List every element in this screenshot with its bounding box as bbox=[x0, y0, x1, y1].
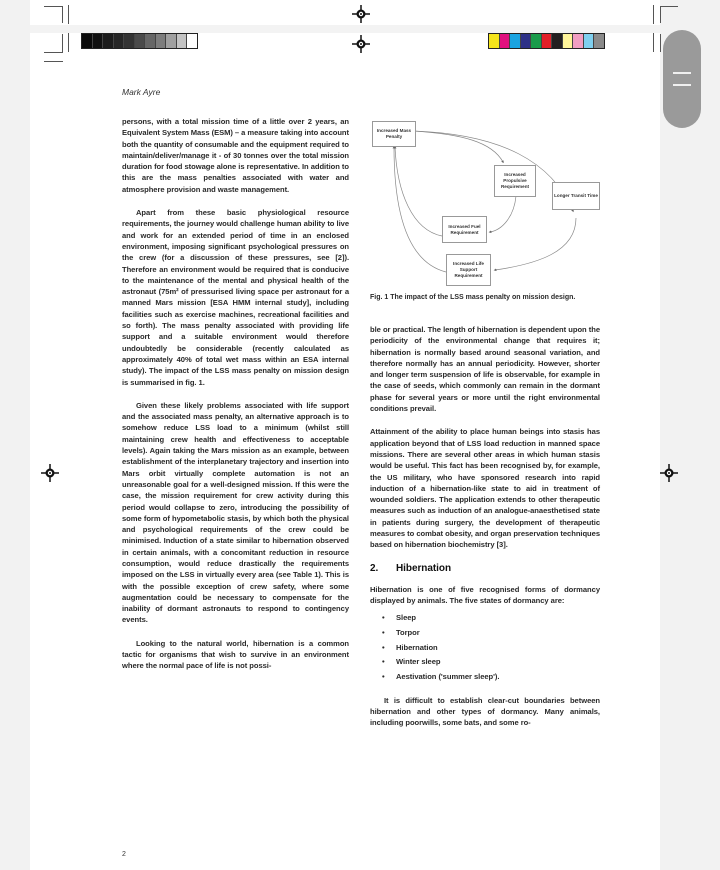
list-item: • Torpor bbox=[382, 627, 600, 638]
color-swatch bbox=[521, 34, 532, 48]
arrow-fuel-to-mass bbox=[395, 147, 442, 236]
color-swatch bbox=[187, 34, 197, 48]
color-swatch bbox=[114, 34, 125, 48]
crop-mark bbox=[68, 5, 69, 24]
paragraph: ble or practical. The length of hibernation is dependent upon the periodicity of the environmental change that requires it; hibernation is normally based around seasonal variation, and therefore normally has an annual periodicity. However, shorter and longer term suspension of life is observable, for example in the case of seeds, which commonly can remain in the dormant phase for several years or more until the right environmental conditions prevail. bbox=[370, 325, 600, 414]
page-separator bbox=[30, 25, 660, 33]
color-swatch bbox=[542, 34, 553, 48]
crop-mark bbox=[62, 6, 63, 23]
section-title: Hibernation bbox=[396, 562, 452, 574]
page-number: 2 bbox=[122, 851, 126, 858]
crop-mark bbox=[44, 61, 63, 62]
arrow-lifesupport-to-mass bbox=[394, 147, 446, 272]
figure-1-diagram bbox=[362, 112, 612, 292]
paragraph: Looking to the natural world, hibernation is a common tactic for organisms that wish to survive in an environment where the normal pace of life is not possi- bbox=[122, 638, 349, 671]
right-column bbox=[370, 324, 600, 741]
section-heading bbox=[370, 563, 600, 574]
left-column bbox=[122, 116, 349, 684]
grip-line bbox=[673, 84, 691, 86]
dormancy-list bbox=[370, 612, 600, 683]
grayscale-color-bar bbox=[81, 33, 198, 49]
color-swatch bbox=[563, 34, 574, 48]
box-longer-transit-time: Longer Transit Time bbox=[552, 182, 600, 210]
paragraph: persons, with a total mission time of a little over 2 years, an Equivalent System Mass (ESM) – a measure taking into account both the quantity of consumable and the equipment required to maintain/deliver/manage it - of 30 tonnes over the total mission duration for food stowage alone is representative. In addition to this are the mass penalties associated with water and atmosphere provision and waste management. bbox=[122, 117, 349, 194]
color-swatch bbox=[552, 34, 563, 48]
figure-caption: Fig. 1 The impact of the LSS mass penalty on mission design. bbox=[370, 294, 576, 301]
color-swatch bbox=[594, 34, 604, 48]
box-increased-life-support-requirement: Increased Life Support Requirement bbox=[446, 254, 491, 286]
color-swatch bbox=[166, 34, 177, 48]
color-swatch bbox=[510, 34, 521, 48]
running-header-author: Mark Ayre bbox=[122, 87, 161, 97]
paragraph: Apart from these basic physiological resource requirements, the journey would challenge human ability to live and work for an extended period of time in an enclosed environment, imposing significant psychological pressures on the crew (for a discussion of these pressures, see [2]). Therefore an environment would be required that is conducive to the maintenance of the mental and physical health of the astronaut (75m² of pressurised living space per astronaut for a manned Mars mission [ESA HMM internal study], including facilities such as exercise machines, recreational facilities and so forth). The mass penalty associated with providing life support and a suitable environment would therefore undoubtedly be considerable (recently calculated as approximately 40% of total wet mass within an ESA internal study). The impact of the LSS mass penalty on mission design is summarised in fig. 1. bbox=[122, 208, 349, 387]
list-item: • Aestivation ('summer sleep'). bbox=[382, 671, 600, 682]
arrow-transit-to-lifesupport bbox=[495, 218, 576, 270]
color-swatch bbox=[584, 34, 595, 48]
list-item: • Hibernation bbox=[382, 642, 600, 653]
color-swatch bbox=[145, 34, 156, 48]
registration-mark-icon bbox=[352, 5, 370, 23]
registration-mark-icon bbox=[660, 464, 678, 482]
crop-mark bbox=[44, 52, 63, 53]
crop-mark bbox=[653, 33, 654, 52]
color-swatch bbox=[573, 34, 584, 48]
color-swatch bbox=[124, 34, 135, 48]
arrow-propulsive-to-fuel bbox=[490, 196, 516, 232]
paragraph: Hibernation is one of five recognised forms of dormancy displayed by animals. The five states of dormancy are: bbox=[370, 584, 600, 606]
box-increased-mass-penalty: Increased Mass Penalty bbox=[372, 121, 416, 147]
color-swatch bbox=[500, 34, 511, 48]
crop-mark bbox=[660, 6, 678, 7]
grip-line bbox=[673, 72, 691, 74]
crop-mark bbox=[660, 34, 661, 52]
scroll-handle[interactable] bbox=[663, 30, 701, 128]
color-swatch bbox=[531, 34, 542, 48]
registration-mark-icon bbox=[41, 464, 59, 482]
crop-mark bbox=[68, 33, 69, 52]
box-increased-propulsive-requirement: Increased Propulsive Requirement bbox=[494, 165, 536, 197]
arrow-mass-to-propulsive bbox=[413, 131, 503, 162]
paragraph: It is difficult to establish clear-cut boundaries between hibernation and other types of dormancy. Many animals, including poorwills, some bats, and some ro- bbox=[370, 695, 600, 728]
list-item: • Sleep bbox=[382, 612, 600, 623]
crop-mark bbox=[660, 6, 661, 23]
color-swatch bbox=[489, 34, 500, 48]
section-number: 2. bbox=[370, 562, 379, 574]
cmyk-color-bar bbox=[488, 33, 605, 49]
color-swatch bbox=[156, 34, 167, 48]
crop-mark bbox=[62, 34, 63, 52]
paragraph: Given these likely problems associated with life support and the associated mass penalty, an alternative approach is to somehow reduce LSS load to a minimum (whilst still maintaining crew health and effectiveness to acceptable levels). Again taking the Mars mission as an example, between establishment of the interplanetary trajectory and insertion into Mars orbit virtually complete automation is not an unreasonable goal for a well-designed mission. If this were the case, the mission requirement for crew activity during this period would collapse to zero, introducing the possibility of some form of hypometabolic stasis, by which both the physical and psychological requirements of the crew could be minimised. Induction of a state similar to hibernation observed in certain animals, with a concomitant reduction in resource consumption, would reduce drastically the requirements imposed on the LSS in virtually every area (see Table 1). This is with the possible exception of crew safety, where some augmentation could be necessary to compensate for the inability of dormant astronauts to respond to contingency events. bbox=[122, 400, 349, 625]
color-swatch bbox=[135, 34, 146, 48]
crop-mark bbox=[44, 6, 63, 7]
color-swatch bbox=[177, 34, 188, 48]
box-increased-fuel-requirement: Increased Fuel Requirement bbox=[442, 216, 487, 243]
crop-mark bbox=[653, 5, 654, 24]
paragraph: Attainment of the ability to place human beings into stasis has application beyond that of LSS load reduction in manned space missions. There are several other areas in which human stasis would be useful. This fact has been recognised by, for example, the US military, who have sponsored research into rapid induction of a hibernation-like state to aid in treatment of wounded soldiers. The application extends to other therapeutic measures such as induction of an analogue-anaesthetised state in patients during surgery, the development of therapeutic measures to combat obesity, and organ preservation techniques based on hibernation biochemistry [3]. bbox=[370, 427, 600, 550]
arrow-mass-to-transit bbox=[413, 131, 573, 211]
color-swatch bbox=[93, 34, 104, 48]
color-swatch bbox=[82, 34, 93, 48]
color-swatch bbox=[103, 34, 114, 48]
registration-mark-icon bbox=[352, 35, 370, 53]
list-item: • Winter sleep bbox=[382, 656, 600, 667]
